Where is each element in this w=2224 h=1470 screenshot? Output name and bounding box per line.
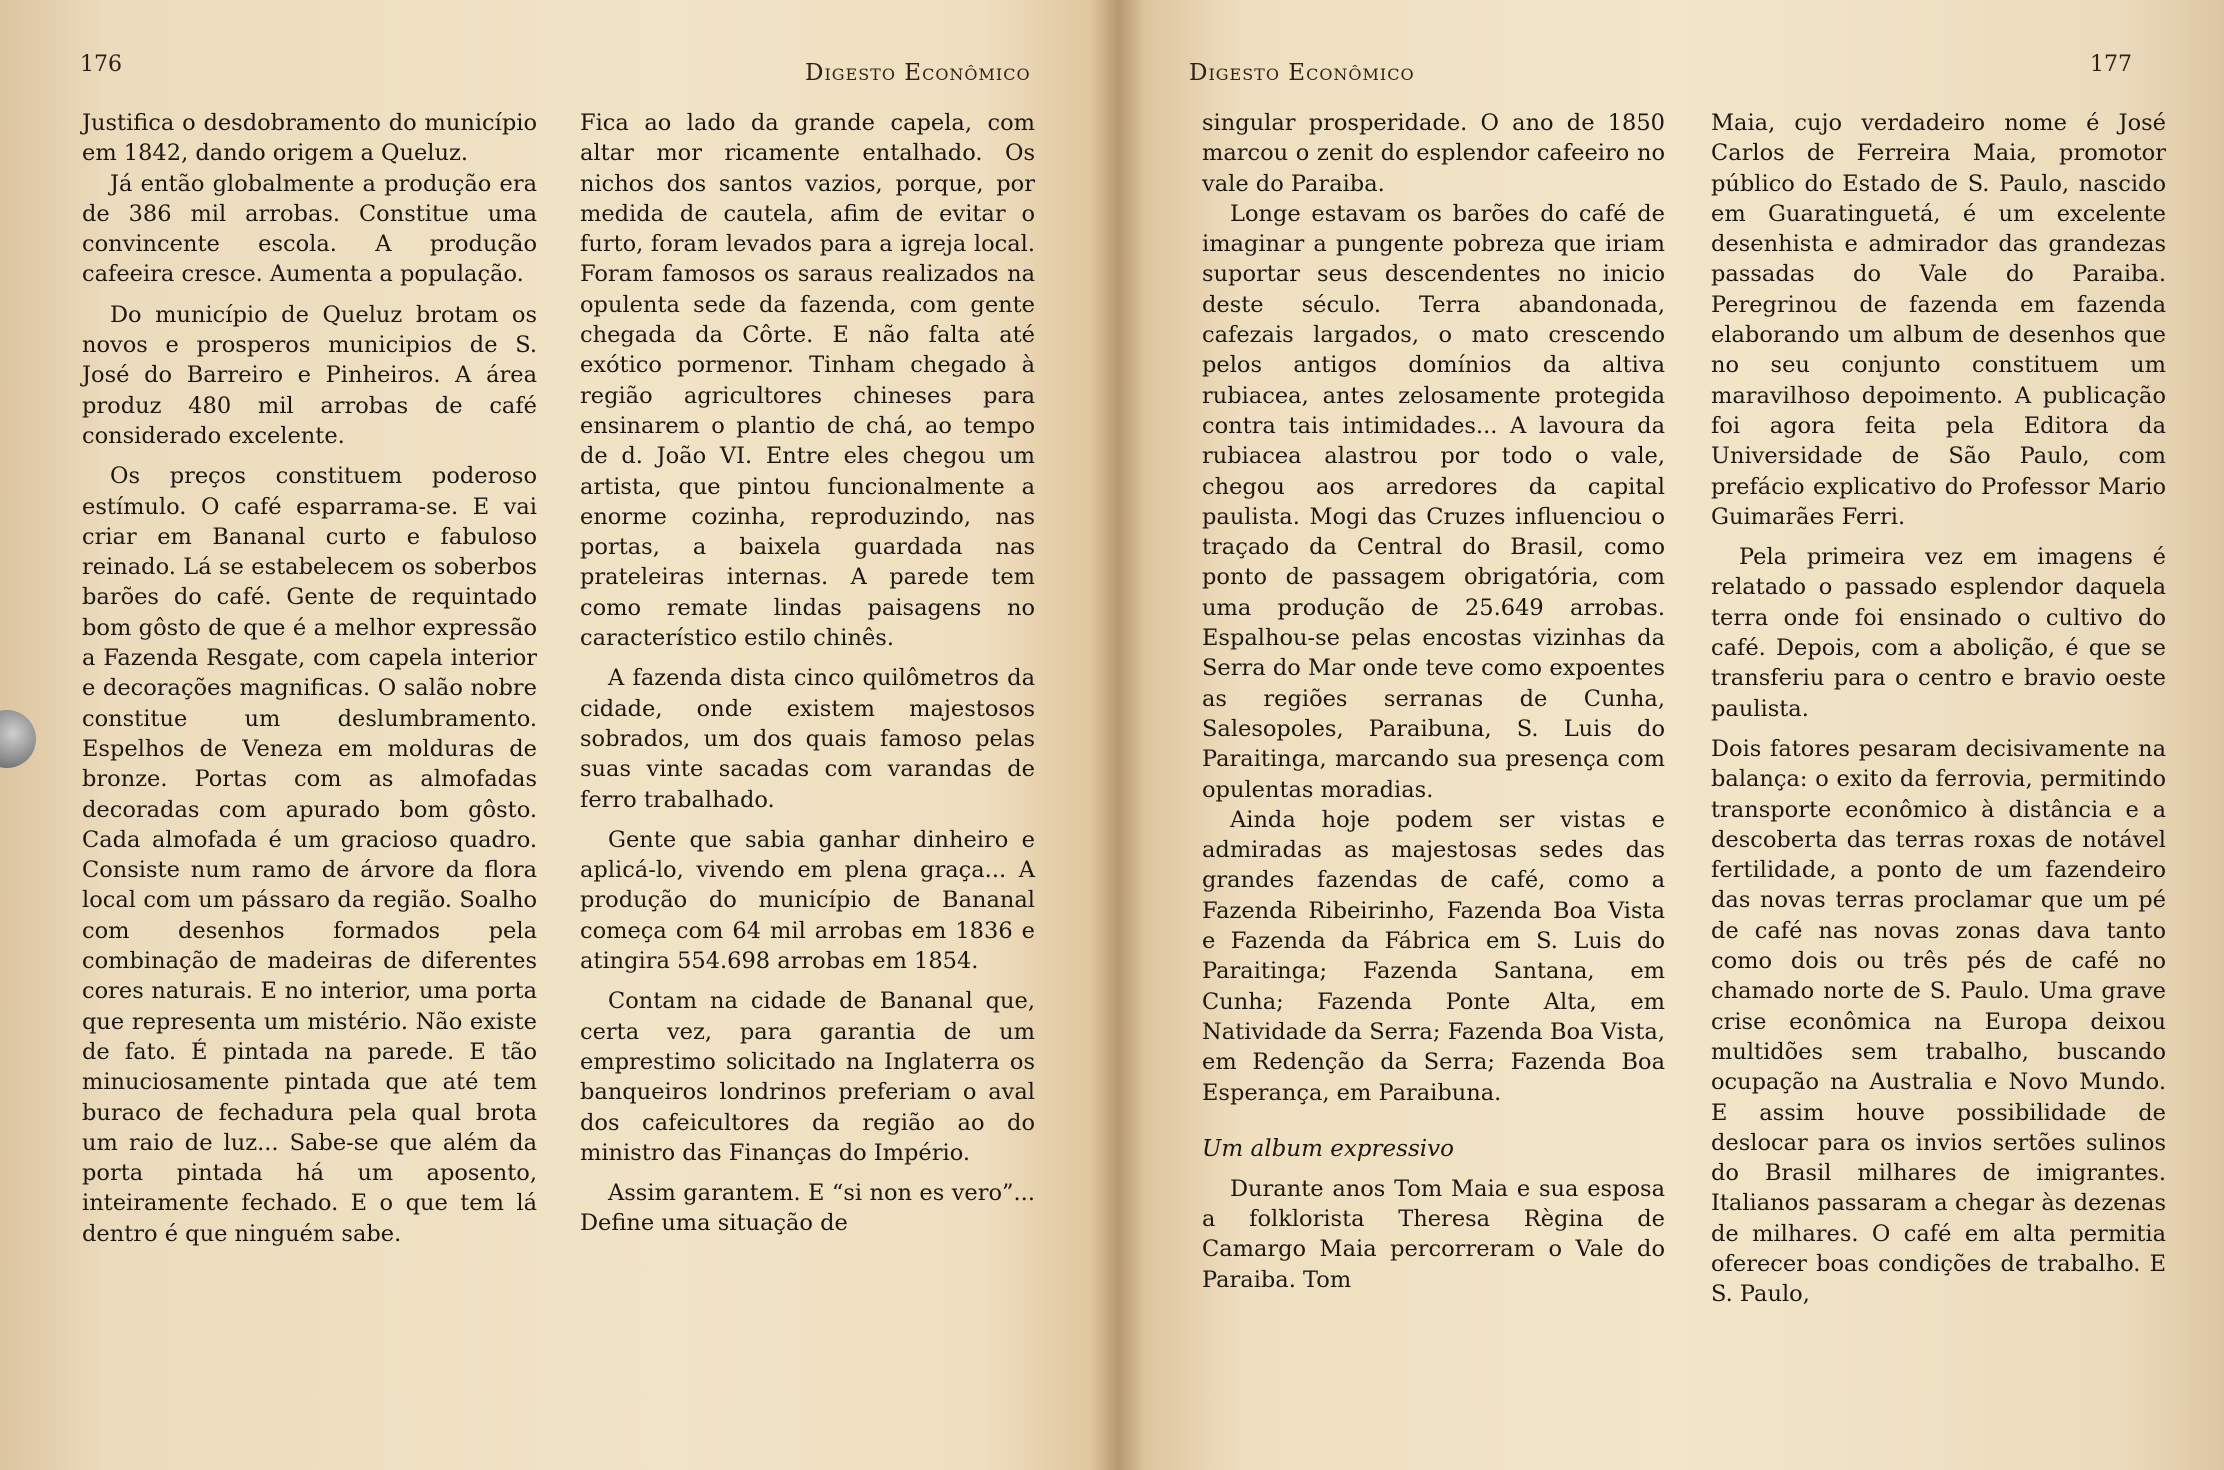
text-column xyxy=(82,108,537,1249)
paragraph: A fazenda dista cinco quilômetros da cidade, onde existem majestosos sobrados, um dos quais famoso pelas suas vinte sacadas com varandas de ferro trabalhado. xyxy=(580,665,1035,813)
paragraph: Pela primeira vez em imagens é relatado o passado esplendor daquela terra onde foi ensinado o cultivo do café. Depois, com a abolição, é que se transferiu para o centro e bravio oeste paulista. xyxy=(1711,544,2166,722)
right-page xyxy=(1114,0,2224,1470)
running-head: Digesto Econômico xyxy=(805,60,1031,86)
paragraph: Longe estavam os barões do café de imaginar a pungente pobreza que iriam suportar seus descendentes no inicio deste século. Terra abandonada, cafezais largados, o mato crescendo pelos antigos domínios da altiva rubiacea, antes zelosamente protegida contra tais intimidades... A lavoura da rubiacea alastrou por todo o vale, chegou aos arredores da capital paulista. Mogi das Cruzes influenciou o traçado da Central do Brasil, como ponto de passagem obrigatória, com uma produção de 25.649 arrobas. Espalhou-se pelas encostas vizinhas da Serra do Mar onde teve como expoentes as regiões serranas de Cunha, Salesopoles, Paraibuna, S. Luis do Paraitinga, marcando sua presença com opulentas moradias. xyxy=(1202,200,1665,803)
paragraph: Dois fatores pesaram decisivamente na balança: o exito da ferrovia, permitindo transporte econômico à distância e a descoberta das terras roxas de notável fertilidade, a ponto de um fazendeiro das novas terras proclamar que um pé de café nas novas zonas dava tanto como dois ou três pés de café no chamado norte de S. Paulo. Uma grave crise econômica na Europa deixou multidões sem trabalho, buscando ocupação na Australia e Novo Mundo. E assim houve possibilidade de deslocar para os invios sertões sulinos do Brasil milhares de imigrantes. Italianos passaram a chegar às dezenas de milhares. O café em alta permitia oferecer boas condições de trabalho. E S. Paulo, xyxy=(1711,735,2166,1308)
page-number: 177 xyxy=(2090,52,2132,77)
paragraph: singular prosperidade. O ano de 1850 marcou o zenit do esplendor cafeeiro no vale do Paraiba. xyxy=(1202,110,1665,197)
running-head: Digesto Econômico xyxy=(1189,60,1415,86)
left-page xyxy=(0,0,1110,1470)
paragraph: Do município de Queluz brotam os novos e prosperos municipios de S. José do Barreiro e Pinheiros. A área produz 480 mil arrobas de café considerado excelente. xyxy=(82,301,537,449)
text-column xyxy=(1202,108,1665,1295)
page-number: 176 xyxy=(80,52,122,77)
paragraph: Justifica o desdobramento do município em 1842, dando origem a Queluz. xyxy=(82,110,537,167)
paragraph: Maia, cujo verdadeiro nome é José Carlos de Ferreira Maia, promotor público do Estado de S. Paulo, nascido em Guaratinguetá, é um excelente desenhista e admirador das grandezas passadas do Vale do Paraiba. Peregrinou de fazenda em fazenda elaborando um album de desenhos que no seu conjunto constituem um maravilhoso depoimento. A publicação foi agora feita pela Editora da Universidade de São Paulo, com prefácio explicativo do Professor Mario Guimarães Ferri. xyxy=(1711,110,2166,530)
paragraph: Ainda hoje podem ser vistas e admiradas as majestosas sedes das grandes fazendas de café, como a Fazenda Ribeirinho, Fazenda Boa Vista e Fazenda da Fábrica em S. Luis do Paraitinga; Fazenda Santana, em Cunha; Fazenda Ponte Alta, em Natividade da Serra; Fazenda Boa Vista, em Redenção da Serra; Fazenda Boa Esperança, em Paraibuna. xyxy=(1202,806,1665,1106)
section-heading: Um album expressivo xyxy=(1202,1135,1454,1162)
text-column xyxy=(1711,108,2166,1310)
paragraph: Fica ao lado da grande capela, com altar mor ricamente entalhado. Os nichos dos santos vazios, porque, por medida de cautela, afim de evitar o furto, foram levados para a igreja local. Foram famosos os saraus realizados na opulenta sede da fazenda, com gente chegada da Côrte. E não falta até exótico pormenor. Tinham chegado à região agricultores chineses para ensinarem o plantio de chá, ao tempo de d. João VI. Entre eles chegou um artista, que pintou funcionalmente a enorme cozinha, reproduzindo, nas portas, a baixela guardada nas prateleiras internas. A parede tem como remate lindas paisagens no característico estilo chinês. xyxy=(580,110,1035,652)
text-column xyxy=(580,108,1035,1239)
paragraph: Já então globalmente a produção era de 386 mil arrobas. Constitue uma convincente escola. A produção cafeeira cresce. Aumenta a população. xyxy=(82,170,537,288)
paragraph: Gente que sabia ganhar dinheiro e aplicá-lo, vivendo em plena graça... A produção do município de Bananal começa com 64 mil arrobas em 1836 e atingira 554.698 arrobas em 1854. xyxy=(580,826,1035,975)
paragraph: Durante anos Tom Maia e sua esposa a folklorista Theresa Règina de Camargo Maia percorreram o Vale do Paraiba. Tom xyxy=(1202,1175,1665,1293)
paragraph: Os preços constituem poderoso estímulo. O café esparrama-se. E vai criar em Bananal curto e fabuloso reinado. Lá se estabelecem os soberbos barões do café. Gente de requintado bom gôsto de que é a melhor expressão a Fazenda Resgate, com capela interior e decorações magnificas. O salão nobre constitue um deslumbramento. Espelhos de Veneza em molduras de bronze. Portas com as almofadas decoradas com apurado bom gôsto. Cada almofada é um gracioso quadro. Consiste num ramo de árvore da flora local com um pássaro da região. Soalho com desenhos formados pela combinação de madeiras de diferentes cores naturais. E no interior, uma porta que representa um mistério. Não existe de fato. É pintada na parede. E tão minuciosamente pintada que até tem buraco de fechadura pela qual brota um raio de luz... Sabe-se que além da porta pintada há um aposento, inteiramente fechado. E o que tem lá dentro é que ninguém sabe. xyxy=(82,463,537,1247)
paragraph: Assim garantem. E “si non es vero”... Define uma situação de xyxy=(580,1180,1035,1237)
binder-clip-mark xyxy=(0,710,36,768)
paragraph: Contam na cidade de Bananal que, certa vez, para garantia de um emprestimo solicitado na Inglaterra os banqueiros londrinos preferiam o aval dos cafeicultores da região ao do ministro das Finanças do Império. xyxy=(580,988,1035,1166)
